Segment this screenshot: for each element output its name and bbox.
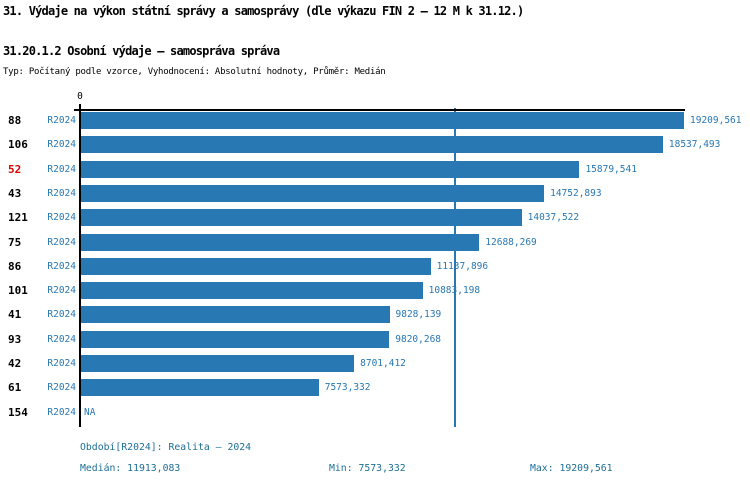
zero-tick-label: 0	[77, 91, 83, 102]
value-label: 7573,332	[324, 382, 371, 394]
category-label: 41	[8, 308, 22, 322]
value-label: 11137,896	[436, 260, 489, 272]
series-label: R2024	[47, 139, 76, 151]
value-label: 10883,198	[428, 285, 481, 297]
bar	[81, 209, 522, 226]
series-label: R2024	[47, 260, 76, 272]
series-label: R2024	[47, 285, 76, 297]
category-label: 88	[8, 114, 22, 127]
category-label: 106	[8, 138, 28, 152]
category-label: 43	[8, 186, 22, 200]
bar	[81, 112, 684, 129]
series-label: R2024	[47, 382, 76, 394]
value-label: 9820,268	[395, 333, 442, 345]
chart-title: 31. Výdaje na výkon státní správy a samosprávy (dle výkazu FIN 2 – 12 M k 31.12.)	[3, 4, 524, 18]
bar	[81, 185, 544, 202]
value-label: 9828,139	[395, 309, 442, 321]
value-label: 14752,893	[550, 187, 602, 199]
series-label: R2024	[47, 187, 76, 199]
footer-period: Období[R2024]: Realita – 2024	[80, 442, 252, 453]
category-label: 42	[8, 357, 22, 370]
value-label: 15879,541	[585, 163, 637, 175]
series-label: R2024	[47, 163, 76, 175]
category-label: 121	[8, 211, 28, 225]
bar	[81, 306, 390, 323]
bar	[81, 258, 431, 275]
value-label: 19209,561	[690, 115, 742, 126]
series-label: R2024	[47, 115, 76, 126]
value-label: 14037,522	[527, 212, 580, 224]
series-label: R2024	[47, 333, 76, 345]
bar	[81, 161, 579, 178]
footer-median: Medián: 11913,083	[80, 463, 181, 474]
category-label: 52	[8, 162, 22, 176]
category-label: 86	[8, 259, 22, 273]
category-label: 93	[8, 332, 22, 346]
series-label: R2024	[47, 236, 76, 248]
bar	[81, 136, 663, 153]
value-label: NA	[84, 406, 96, 418]
category-label: 154	[8, 405, 28, 419]
category-label: 101	[8, 284, 28, 298]
y-axis-line	[79, 104, 81, 427]
series-label: R2024	[47, 406, 76, 418]
footer-max: Max: 19209,561	[530, 463, 613, 474]
bar	[81, 331, 389, 348]
category-label: 75	[8, 235, 22, 249]
series-label: R2024	[47, 309, 76, 321]
bar	[81, 355, 354, 372]
value-label: 12688,269	[485, 236, 537, 248]
value-label: 18537,493	[668, 139, 721, 151]
chart-subtitle: 31.20.1.2 Osobní výdaje – samospráva správa	[3, 44, 280, 58]
bar	[81, 282, 423, 299]
bar	[81, 379, 319, 396]
bar	[81, 234, 479, 251]
series-label: R2024	[47, 358, 76, 369]
x-axis-top-line	[74, 109, 685, 111]
value-label: 8701,412	[360, 358, 406, 369]
series-label: R2024	[47, 212, 76, 224]
category-label: 61	[8, 381, 22, 395]
chart-type-line: Typ: Počítaný podle vzorce, Vyhodnocení: Absolutní hodnoty, Průměr: Medián	[3, 67, 386, 77]
footer-min: Min: 7573,332	[329, 463, 406, 474]
